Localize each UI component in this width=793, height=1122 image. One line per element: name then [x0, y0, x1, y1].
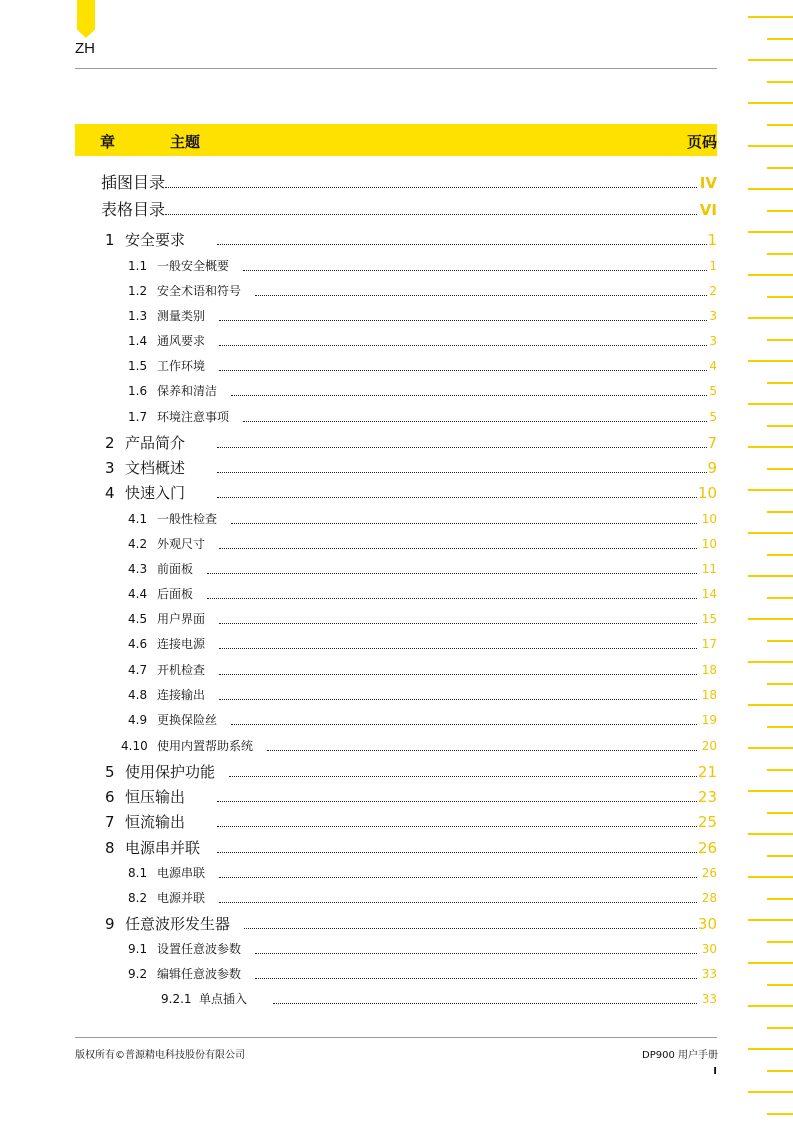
- toc-leader-dots: [231, 395, 707, 396]
- toc-leader-dots: [219, 548, 697, 549]
- toc-entry-page: 30: [701, 942, 717, 956]
- toc-leader-dots: [231, 523, 697, 524]
- toc-entry-label: 工作环境: [157, 359, 206, 373]
- toc-leader-dots: [219, 345, 707, 346]
- toc-entry-number: 4.6: [128, 637, 148, 651]
- toc-entry-label: 前面板: [157, 562, 194, 576]
- toc-entry-label: 保养和清洁: [157, 384, 218, 398]
- toc-entry-number: 8.2: [128, 891, 148, 905]
- toc-leader-dots: [219, 699, 697, 700]
- toc-entry[interactable]: [0, 837, 793, 859]
- toc-entry-page: 3: [709, 309, 717, 323]
- toc-entry-page: 20: [701, 739, 717, 753]
- toc-entry[interactable]: [0, 229, 793, 251]
- toc-entry[interactable]: [0, 761, 793, 783]
- toc-entry-page: 14: [701, 587, 717, 601]
- toc-entry-number: 4.7: [128, 663, 148, 677]
- footer-manual-title: DP900 用户手册: [642, 1050, 718, 1061]
- toc-entry-page: 23: [697, 788, 717, 806]
- toc-entry-number: 1.7: [128, 410, 148, 424]
- toc-entry-number: 1.4: [128, 334, 148, 348]
- toc-entry-page: 10: [697, 484, 717, 502]
- toc-entry-page: 26: [701, 866, 717, 880]
- toc-leader-dots: [273, 1003, 697, 1004]
- toc-entry[interactable]: [0, 330, 793, 352]
- toc-leader-dots: [207, 598, 697, 599]
- toc-entry[interactable]: [0, 633, 793, 655]
- toc-entry[interactable]: [0, 887, 793, 909]
- toc-entry-number: 9.2: [128, 967, 148, 981]
- toc-leader-dots: [255, 295, 707, 296]
- toc-entry-number: 8: [105, 839, 115, 857]
- toc-entry[interactable]: [0, 380, 793, 402]
- toc-entry-page: 11: [701, 562, 717, 576]
- toc-leader-dots: [219, 648, 697, 649]
- toc-entry[interactable]: [0, 457, 793, 479]
- toc-entry-label: 更换保险丝: [157, 713, 218, 727]
- toc-entry[interactable]: [0, 406, 793, 428]
- toc-entry-number: 4.5: [128, 612, 148, 626]
- toc-entry[interactable]: [0, 305, 793, 327]
- toc-entry-number: 8.1: [128, 866, 148, 880]
- toc-entry[interactable]: [0, 608, 793, 630]
- toc-leader-dots: [267, 750, 697, 751]
- toc-entry[interactable]: [0, 938, 793, 960]
- toc-leader-dots: [217, 472, 707, 473]
- toc-entry-number: 4.10: [121, 739, 148, 753]
- toc-entry[interactable]: [0, 432, 793, 454]
- toc-leader-dots: [243, 421, 707, 422]
- toc-leader-dots: [255, 978, 697, 979]
- toc-entry-number: 4.8: [128, 688, 148, 702]
- toc-entry-number: 4.9: [128, 713, 148, 727]
- toc-entry-label: 恒流输出: [125, 813, 186, 831]
- toc-entry-label: 表格目录: [101, 200, 166, 219]
- toc-entry[interactable]: [0, 659, 793, 681]
- toc-entry-number: 1.3: [128, 309, 148, 323]
- toc-entry-number: 2: [105, 434, 115, 452]
- toc-entry-label: 单点插入: [199, 992, 248, 1006]
- header-chapter: 章: [100, 133, 116, 151]
- footer-page-number: I: [713, 1066, 717, 1077]
- toc-entry-number: 6: [105, 788, 115, 806]
- toc-leader-dots: [217, 497, 697, 498]
- toc-entry-page: 21: [697, 763, 717, 781]
- toc-entry[interactable]: [0, 862, 793, 884]
- toc-entry-number: 1: [105, 231, 115, 249]
- toc-entry-page: 1: [709, 259, 717, 273]
- toc-entry-page: 17: [701, 637, 717, 651]
- toc-entry-page: 10: [701, 537, 717, 551]
- toc-entry-number: 9.1: [128, 942, 148, 956]
- toc-entry-label: 电源并联: [157, 891, 206, 905]
- toc-entry[interactable]: [0, 786, 793, 808]
- toc-entry-label: 产品简介: [125, 434, 186, 452]
- language-code: ZH: [75, 40, 95, 57]
- toc-entry-number: 1.6: [128, 384, 148, 398]
- toc-entry-page: 18: [701, 688, 717, 702]
- toc-entry-label: 安全术语和符号: [157, 284, 242, 298]
- toc-entry-label: 测量类别: [157, 309, 206, 323]
- toc-entry-label: 一般安全概要: [157, 259, 230, 273]
- toc-entry-number: 5: [105, 763, 115, 781]
- toc-entry[interactable]: [0, 811, 793, 833]
- toc-entry-label: 外观尺寸: [157, 537, 206, 551]
- toc-entry-page: 18: [701, 663, 717, 677]
- toc-entry-number: 4: [105, 484, 115, 502]
- toc-entry-number: 7: [105, 813, 115, 831]
- toc-entry-number: 9.2.1: [161, 992, 192, 1006]
- toc-entry-page: 33: [701, 992, 717, 1006]
- toc-leader-dots: [217, 801, 697, 802]
- header-page: 页码: [686, 133, 717, 151]
- toc-entry-label: 一般性检查: [157, 512, 218, 526]
- toc-leader-dots: [207, 573, 697, 574]
- toc-leader-dots: [255, 953, 697, 954]
- toc-entry-page: 5: [709, 384, 717, 398]
- toc-entry-label: 快速入门: [125, 484, 186, 502]
- toc-leader-dots: [217, 852, 697, 853]
- toc-entry-label: 通风要求: [157, 334, 206, 348]
- toc-entry[interactable]: [0, 199, 793, 221]
- toc-entry-page: 19: [701, 713, 717, 727]
- toc-entry[interactable]: [0, 558, 793, 580]
- toc-entry-label: 恒压输出: [125, 788, 186, 806]
- header-topic: 主题: [170, 133, 201, 151]
- toc-entry[interactable]: [0, 583, 793, 605]
- toc-entry-label: 用户界面: [157, 612, 206, 626]
- toc-entry-label: 使用内置帮助系统: [157, 739, 254, 753]
- toc-entry[interactable]: [0, 684, 793, 706]
- toc-entry-label: 文档概述: [125, 459, 186, 477]
- toc-leader-dots: [217, 244, 707, 245]
- toc-entry-label: 开机检查: [157, 663, 206, 677]
- toc-entry-page: VI: [699, 201, 717, 219]
- toc-entry-number: 9: [105, 915, 115, 933]
- toc-entry-number: 4.2: [128, 537, 148, 551]
- toc-entry[interactable]: [0, 913, 793, 935]
- toc-entry[interactable]: [0, 533, 793, 555]
- toc-entry-page: 2: [709, 284, 717, 298]
- toc-entry-number: 1.1: [128, 259, 148, 273]
- toc-leader-dots: [244, 928, 697, 929]
- toc-entry-label: 电源串并联: [125, 839, 201, 857]
- toc-entry-label: 编辑任意波参数: [157, 967, 242, 981]
- toc-entry-page: 10: [701, 512, 717, 526]
- toc-entry-label: 环境注意事项: [157, 410, 230, 424]
- toc-entry[interactable]: [0, 988, 793, 1010]
- toc-leader-dots: [219, 674, 697, 675]
- toc-entry-number: 4.4: [128, 587, 148, 601]
- toc-entry-page: 9: [707, 459, 717, 477]
- toc-entry-label: 插图目录: [101, 173, 166, 192]
- toc-entry-page: 26: [697, 839, 717, 857]
- toc-leader-dots: [229, 776, 697, 777]
- toc-entry-page: 4: [709, 359, 717, 373]
- toc-entry-label: 设置任意波参数: [157, 942, 242, 956]
- toc-entry[interactable]: [0, 280, 793, 302]
- toc-entry-label: 任意波形发生器: [125, 915, 231, 933]
- toc-entry-label: 电源串联: [157, 866, 206, 880]
- toc-entry-number: 4.3: [128, 562, 148, 576]
- toc-entry[interactable]: [0, 255, 793, 277]
- footer-copyright: 版权所有©普源精电科技股份有限公司: [75, 1050, 245, 1061]
- toc-leader-dots: [219, 623, 697, 624]
- footer-rule: [75, 1037, 717, 1038]
- toc-entry-label: 使用保护功能: [125, 763, 216, 781]
- toc-entry[interactable]: [0, 482, 793, 504]
- toc-entry-page: 15: [701, 612, 717, 626]
- toc-entry-page: 5: [709, 410, 717, 424]
- toc-leader-dots: [219, 320, 707, 321]
- toc-entry-label: 安全要求: [125, 231, 186, 249]
- toc-entry-page: IV: [699, 174, 717, 192]
- toc-leader-dots: [165, 214, 697, 215]
- toc-leader-dots: [217, 447, 707, 448]
- toc-entry[interactable]: [0, 963, 793, 985]
- toc-entry-page: 1: [707, 231, 717, 249]
- toc-entry-label: 连接电源: [157, 637, 206, 651]
- toc-entry[interactable]: [0, 172, 793, 194]
- toc-entry-page: 25: [697, 813, 717, 831]
- toc-leader-dots: [165, 187, 697, 188]
- toc-entry-page: 3: [709, 334, 717, 348]
- toc-entry-label: 连接输出: [157, 688, 206, 702]
- toc-entry-page: 28: [701, 891, 717, 905]
- toc-entry-page: 7: [707, 434, 717, 452]
- toc-entry-label: 后面板: [157, 587, 194, 601]
- toc-entry-page: 33: [701, 967, 717, 981]
- toc-entry-number: 4.1: [128, 512, 148, 526]
- toc-entry[interactable]: [0, 355, 793, 377]
- toc-entry[interactable]: [0, 735, 793, 757]
- toc-leader-dots: [219, 902, 697, 903]
- toc-entry-page: 30: [697, 915, 717, 933]
- toc-entry-number: 3: [105, 459, 115, 477]
- toc-leader-dots: [243, 270, 707, 271]
- toc-entry[interactable]: [0, 709, 793, 731]
- toc-leader-dots: [231, 724, 697, 725]
- toc-entry-number: 1.5: [128, 359, 148, 373]
- toc-leader-dots: [219, 370, 707, 371]
- toc-entry[interactable]: [0, 508, 793, 530]
- toc-leader-dots: [217, 826, 697, 827]
- toc-entry-number: 1.2: [128, 284, 148, 298]
- toc-leader-dots: [219, 877, 697, 878]
